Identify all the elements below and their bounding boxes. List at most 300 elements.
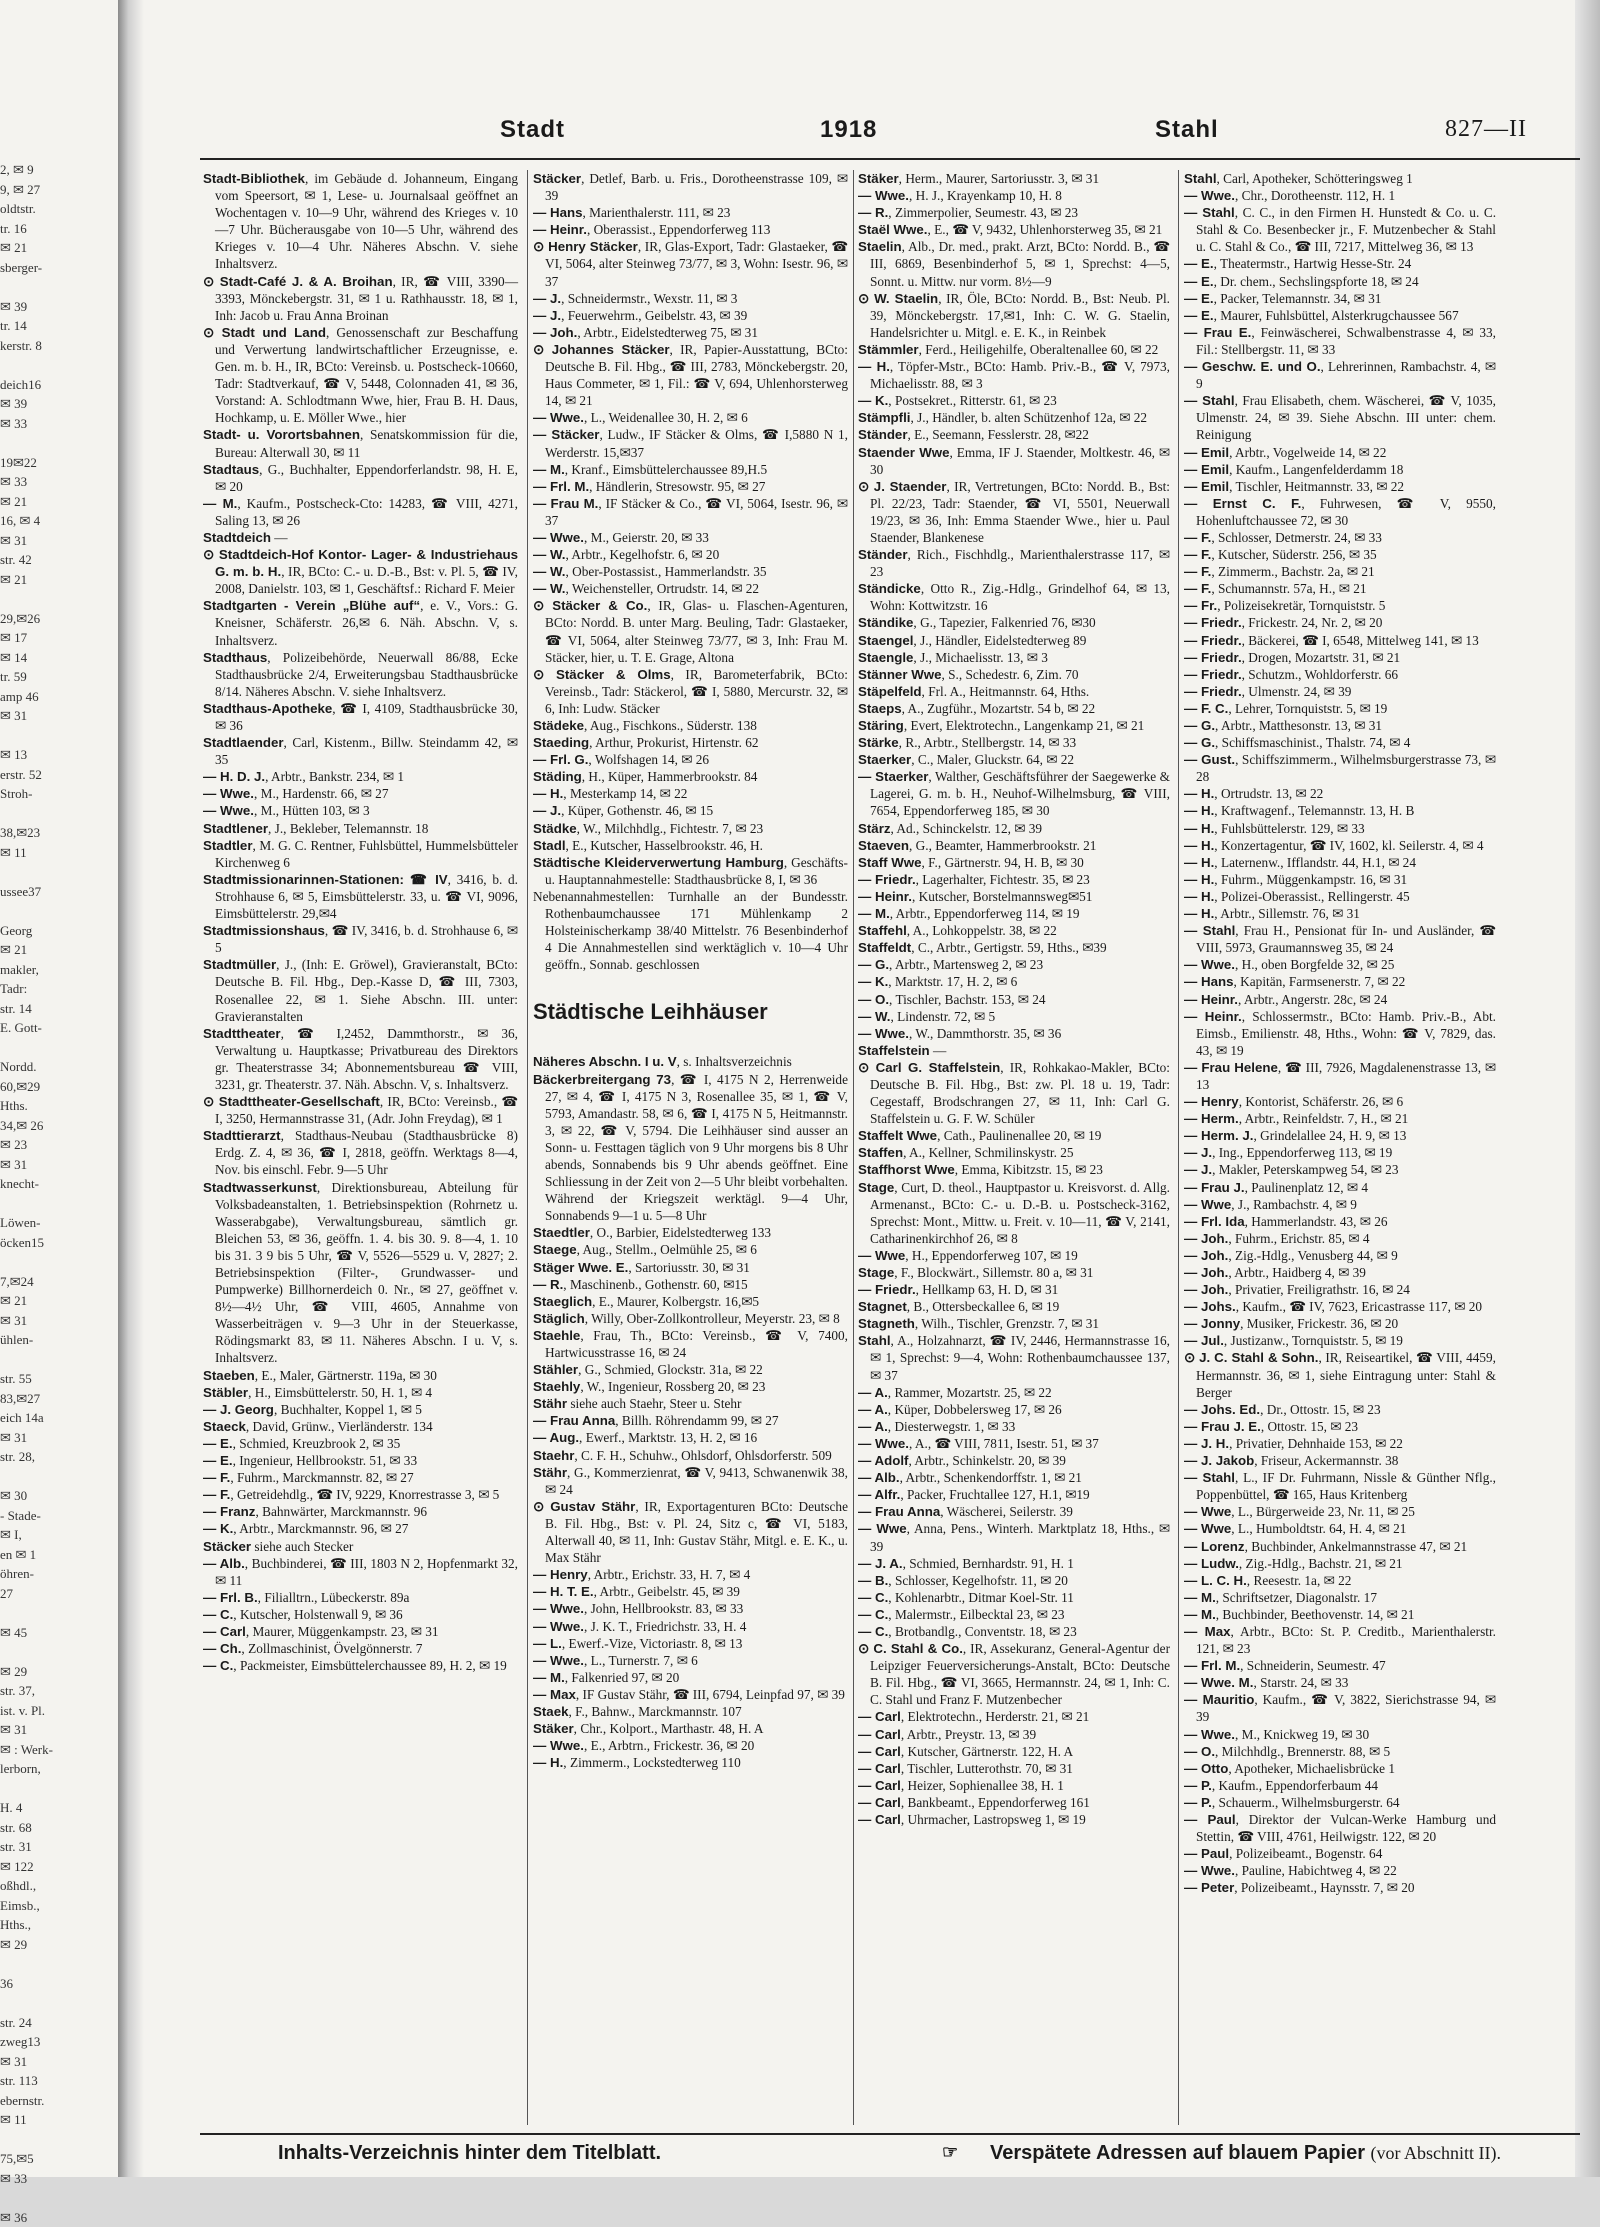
directory-entry: — Emil, Arbtr., Vogelweide 14, ✉ 22 xyxy=(1184,444,1496,461)
prev-page-fragment: ✉ 21 xyxy=(0,492,120,512)
entry-name: Stadtlener xyxy=(203,821,268,836)
entry-name: — H. xyxy=(1184,821,1214,836)
prev-page-fragment xyxy=(0,1038,120,1058)
entry-name: — Alb. xyxy=(858,1470,900,1485)
entry-name: Staffeldt xyxy=(858,940,911,955)
directory-entry: — H., Arbtr., Sillemstr. 76, ✉ 31 xyxy=(1184,905,1496,922)
entry-name: — O. xyxy=(858,992,889,1007)
entry-name: Staff Wwe xyxy=(858,855,922,870)
directory-entry: — Peter, Polizeibeamt., Haynsstr. 7, ✉ 20 xyxy=(1184,1879,1496,1896)
entry-name: — Wwe. xyxy=(533,1619,584,1634)
entry-name: — Wwe. xyxy=(533,410,584,425)
directory-entry: Stäker, Chr., Kolport., Marthastr. 48, H. A xyxy=(533,1720,848,1737)
directory-entry: — Carl, Tischler, Lutterothstr. 70, ✉ 31 xyxy=(858,1760,1170,1777)
directory-entry: — F., Fuhrm., Marckmannstr. 82, ✉ 27 xyxy=(203,1469,518,1486)
directory-entry: — H., Ortrudstr. 13, ✉ 22 xyxy=(1184,785,1496,802)
prev-page-fragment: 29,✉26 xyxy=(0,609,120,629)
prev-page-fragment: ✉ 45 xyxy=(0,1623,120,1643)
directory-entry: — Frl. M., Händlerin, Stresowstr. 95, ✉ 27 xyxy=(533,478,848,495)
footer-right xyxy=(990,2142,1501,2165)
directory-entry: — A., Küper, Dobbelersweg 17, ✉ 26 xyxy=(858,1401,1170,1418)
entry-name: ⊙ Stadt und Land xyxy=(203,325,326,340)
prev-page-fragment: Eimsb., xyxy=(0,1896,120,1916)
entry-name: — Geschw. E. und O. xyxy=(1184,359,1321,374)
directory-entry: — H., Laternenw., Ifflandstr. 44, H.1, ✉ 24 xyxy=(1184,854,1496,871)
entry-name: — E. xyxy=(1184,308,1214,323)
entry-name: — Stahl xyxy=(1184,1470,1235,1485)
entry-name: — Friedr. xyxy=(858,872,916,887)
prev-page-fragment xyxy=(0,2188,120,2208)
prev-page-fragment: 34,✉ 26 xyxy=(0,1116,120,1136)
entry-name: — F. xyxy=(203,1487,230,1502)
entry-name: Stadtwasserkunst xyxy=(203,1180,317,1195)
entry-name: — H. xyxy=(1184,889,1214,904)
entry-name: — Wwe. xyxy=(203,786,254,801)
directory-entry: — G., Arbtr., Matthesonstr. 13, ✉ 31 xyxy=(1184,717,1496,734)
directory-entry: — W., Arbtr., Kegelhofstr. 6, ✉ 20 xyxy=(533,546,848,563)
directory-entry: — Johs., Kaufm., ☎ IV, 7623, Ericastrasse 117, ✉ 20 xyxy=(1184,1298,1496,1315)
directory-entry: Stadt- u. Vorortsbahnen, Senatskommission für die, Bureau: Alterwall 30, ✉ 11 xyxy=(203,426,518,460)
entry-name: — Carl xyxy=(858,1727,901,1742)
directory-entry: — O., Tischler, Bachstr. 153, ✉ 24 xyxy=(858,991,1170,1008)
entry-name: — Frau Anna xyxy=(533,1413,615,1428)
prev-page-fragment xyxy=(0,1779,120,1799)
prev-page-fragment: ✉ : Werk- xyxy=(0,1740,120,1760)
directory-entry: — Carl, Maurer, Müggenkampstr. 23, ✉ 31 xyxy=(203,1623,518,1640)
prev-page-fragment: Hths. xyxy=(0,1096,120,1116)
entry-name: Stadtlaender xyxy=(203,735,284,750)
entry-name: — P. xyxy=(1184,1795,1212,1810)
directory-entry: Städtische Kleiderverwertung Hamburg, Geschäfts- u. Hauptannahmestelle: Stadthausbrücke 8, I, ✉ 36 xyxy=(533,854,848,888)
directory-entry: — Frau Anna, Wäscherei, Seilerstr. 39 xyxy=(858,1503,1170,1520)
directory-entry: Staelin, Alb., Dr. med., prakt. Arzt, BCto: Nordd. B., ☎ III, 6869, Besenbinderhof 5, ✉ 1, Sprechst: 4—5, Sonnt. u. Mittw. nur vorm. 8½—9 xyxy=(858,238,1170,289)
entry-name: Staehr xyxy=(533,1448,574,1463)
entry-name: — J. H. xyxy=(1184,1436,1229,1451)
directory-entry: — H., Kraftwagenf., Telemannstr. 13, H. B xyxy=(1184,802,1496,819)
directory-entry: Stärke, R., Arbtr., Stellbergstr. 14, ✉ 33 xyxy=(858,734,1170,751)
directory-entry: — M., Schriftsetzer, Diagonalstr. 17 xyxy=(1184,1589,1496,1606)
entry-name: Stadtgarten - Verein „Blühe auf“ xyxy=(203,598,420,613)
entry-name: Ständike xyxy=(858,615,913,630)
directory-entry: — Stäcker, Ludw., IF Stäcker & Olms, ☎ I,5880 N 1, Werderstr. 15,✉37 xyxy=(533,426,848,460)
entry-name: — H. xyxy=(533,786,563,801)
entry-name: Stahl xyxy=(1184,171,1217,186)
directory-entry: — J., Makler, Peterskampweg 54, ✉ 23 xyxy=(1184,1161,1496,1178)
entry-name: — H. xyxy=(1184,855,1214,870)
directory-entry: Stärz, Ad., Schinckelstr. 12, ✉ 39 xyxy=(858,820,1170,837)
entry-name: Ständicke xyxy=(858,581,921,596)
entry-name: — K. xyxy=(858,393,888,408)
prev-page-fragment: ✉ 31 xyxy=(0,1720,120,1740)
entry-name: — Hans xyxy=(533,205,583,220)
entry-name: Staffelt Wwe xyxy=(858,1128,937,1143)
prev-page-fragment xyxy=(0,726,120,746)
entry-name: — Frau E. xyxy=(1184,325,1251,340)
entry-name: Staerker xyxy=(858,752,911,767)
column-divider xyxy=(1178,170,1179,2125)
directory-entry: Nebenannahmestellen: Turnhalle an der Bundesstr. Rothenbaumchaussee 171 Mühlenkamp 2 Holsteinischerkamp 38/40 Mittelstr. 76 Besenbinderhof 4 Die Annahmestellen sind werktäglich v. 10—4 Uhr geöffn., Sonnab. geschlossen xyxy=(533,888,848,973)
entry-name: — H. xyxy=(1184,906,1214,921)
prev-page-fragment: tr. 59 xyxy=(0,667,120,687)
directory-entry: — Gust., Schiffszimmerm., Wilhelmsburgerstrasse 73, ✉ 28 xyxy=(1184,751,1496,785)
directory-entry: — C., Packmeister, Eimsbüttelerchaussee 89, H. 2, ✉ 19 xyxy=(203,1657,518,1674)
directory-entry: Stadtgarten - Verein „Blühe auf“, e. V., Vors.: G. Kneisner, Schäferstr. 26,✉ 6. Näh. Abschn. V, s. Inhaltsverz. xyxy=(203,597,518,648)
entry-name: — J. xyxy=(533,308,561,323)
directory-entry: — Paul, Direktor der Vulcan-Werke Hamburg und Stettin, ☎ VIII, 4761, Heilwigstr. 122, ✉ 20 xyxy=(1184,1811,1496,1845)
prev-page-fragment: ✉ 39 xyxy=(0,297,120,317)
prev-page-fragment: ✉ 39 xyxy=(0,394,120,414)
directory-entry: Stäker, Herm., Maurer, Sartoriusstr. 3, ✉ 31 xyxy=(858,170,1170,187)
prev-page-fragment: E. Gott- xyxy=(0,1018,120,1038)
directory-entry: ⊙ Johannes Stäcker, IR, Papier-Ausstattung, BCto: Deutsche B. Fil. Hbg., ☎ III, 2783, Mönckebergstr. 20, Haus Commeter, ✉ 1, Fil.: ☎ V, 694, Uhlenhorsterweg 14, ✉ 21 xyxy=(533,341,848,409)
prev-page-fragment: str. 68 xyxy=(0,1818,120,1838)
directory-entry: Stadttheater, ☎ I,2452, Dammthorstr., ✉ 36, Verwaltung u. Hauptkasse; Privatbureau des Direktors gr. Theaterstrasse 34; Abonnementsbureau ☎ VIII, 3231, gr. Theaterstr. 37. Näh. Abschn. V, s. Inhaltsverz. xyxy=(203,1025,518,1093)
entry-name: — Wwe xyxy=(858,1521,907,1536)
entry-name: — L. xyxy=(533,1636,562,1651)
entry-name: — Max xyxy=(1184,1624,1230,1639)
entry-name: — J. xyxy=(1184,1162,1212,1177)
directory-entry: ⊙ Stäcker & Co., IR, Glas- u. Flaschen-Agenturen, BCto: Nordd. B. unter Marg. Beuling, Tadr: Glastaeker, ☎ VI, 5064, alter Steinweg 73/77, ✉ 3, Inh: Frau M. Stäcker, hier, u. T. E. Grage, Altona xyxy=(533,597,848,665)
prev-page-fragment: ✉ 21 xyxy=(0,940,120,960)
entry-name: — Frl. M. xyxy=(533,479,589,494)
prev-page-fragment xyxy=(0,1350,120,1370)
entry-name: — R. xyxy=(533,1277,563,1292)
entry-name: Stähr xyxy=(533,1465,567,1480)
entry-name: Stäger Wwe. E. xyxy=(533,1260,628,1275)
directory-entry: — Friedr., Schutzm., Wohldorferstr. 66 xyxy=(1184,666,1496,683)
prev-page-fragment: Löwen- xyxy=(0,1213,120,1233)
entry-name: Staehly xyxy=(533,1379,580,1394)
directory-entry: Stadtlaender, Carl, Kistenm., Billw. Steindamm 42, ✉ 35 xyxy=(203,734,518,768)
entry-name: ⊙ Henry Stäcker xyxy=(533,239,638,254)
directory-entry: Stadtmissionshaus, ☎ IV, 3416, b. d. Strohhause 6, ✉ 5 xyxy=(203,922,518,956)
directory-entry: — Stahl, Frau Elisabeth, chem. Wäscherei, ☎ V, 1035, Ulmenstr. 24, ✉ 39. Siehe Abschn. III unter: chem. Reinigung xyxy=(1184,392,1496,443)
prev-page-fragment: 60,✉29 xyxy=(0,1077,120,1097)
directory-entry: — Heinr., Kutscher, Borstelmannsweg✉51 xyxy=(858,888,1170,905)
directory-entry: Stadl, E., Kutscher, Hasselbrookstr. 46, H. xyxy=(533,837,848,854)
directory-entry: — Lorenz, Buchbinder, Ankelmannstrasse 47, ✉ 21 xyxy=(1184,1538,1496,1555)
entry-name: Staeven xyxy=(858,838,909,853)
prev-page-fragment: ✉ I, xyxy=(0,1525,120,1545)
directory-entry: — Otto, Apotheker, Michaelisbrücke 1 xyxy=(1184,1760,1496,1777)
directory-entry: — Wwe, Anna, Pens., Winterh. Marktplatz 18, Hths., ✉ 39 xyxy=(858,1520,1170,1554)
entry-name: — M. xyxy=(1184,1607,1216,1622)
directory-entry: — Wwe., Chr., Dorotheenstr. 112, H. 1 xyxy=(1184,187,1496,204)
prev-page-fragment: kerstr. 8 xyxy=(0,336,120,356)
entry-name: Staedtler xyxy=(533,1225,590,1240)
directory-entry: ⊙ J. C. Stahl & Sohn., IR, Reiseartikel, ☎ VIII, 4459, Hermannstr. 36, ✉ 1, siehe Eintragung unter: Stahl & Berger xyxy=(1184,1349,1496,1400)
directory-entry: Stämmler, Ferd., Heiligehilfe, Oberaltenallee 60, ✉ 22 xyxy=(858,341,1170,358)
entry-name: ⊙ Stadtdeich-Hof Kontor- Lager- & Industriehaus G. m. b. H. xyxy=(203,547,518,579)
directory-entry: — J. A., Schmied, Bernhardstr. 91, H. 1 xyxy=(858,1555,1170,1572)
entry-name: — Staerker xyxy=(858,769,928,784)
entry-name: — Emil xyxy=(1184,479,1229,494)
directory-entry: — Wwe., M., Hütten 103, ✉ 3 xyxy=(203,802,518,819)
entry-name: — G. xyxy=(1184,735,1215,750)
prev-page-fragment: ✉ 17 xyxy=(0,628,120,648)
entry-name: — F. xyxy=(203,1470,230,1485)
directory-entry: — Wwe., M., Knickweg 19, ✉ 30 xyxy=(1184,1726,1496,1743)
entry-name: Staeck xyxy=(203,1419,246,1434)
entry-name: Stadtaus xyxy=(203,462,259,477)
prev-page-fragment: amp 46 xyxy=(0,687,120,707)
directory-entry: ⊙ Stadt-Café J. & A. Broihan, IR, ☎ VIII, 3390—3393, Mönckebergstr. 31, ✉ 1 u. Rathhausstr. 18, ✉ 1, Inh: Jacob u. Frau Anna Broinan xyxy=(203,273,518,324)
prev-page-fragment: ✉ 21 xyxy=(0,238,120,258)
entry-name: — F. xyxy=(1184,530,1211,545)
directory-entry: — Jul., Justizanw., Tornquiststr. 5, ✉ 19 xyxy=(1184,1332,1496,1349)
directory-entry: — J., Feuerwehrm., Geibelstr. 43, ✉ 39 xyxy=(533,307,848,324)
directory-entry: — Heinr., Schlossermstr., BCto: Hamb. Priv.-B., Abt. Eimsb., Emilienstr. 48, Hths., Wohn: ☎ V, 7829, das. 43, ✉ 19 xyxy=(1184,1008,1496,1059)
entry-name: Stadtdeich xyxy=(203,530,271,545)
directory-entry: — Herm. J., Grindelallee 24, H. 9, ✉ 13 xyxy=(1184,1127,1496,1144)
directory-entry: Stagneth, Wilh., Tischler, Grenzstr. 7, ✉ 31 xyxy=(858,1315,1170,1332)
directory-entry: ⊙ J. Staender, IR, Vertretungen, BCto: Nordd. B., Bst: Pl. 22/23, Tadr: Staender, ☎ VI, 5501, Neuerwall 19/23, ✉ 36, Inh: Emma Staender Wwe., hier u. Paul Staender, Blankenese xyxy=(858,478,1170,546)
directory-entry: — F., Kutscher, Süderstr. 256, ✉ 35 xyxy=(1184,546,1496,563)
entry-name: — M. xyxy=(203,496,237,511)
entry-name: — Peter xyxy=(1184,1880,1234,1895)
directory-entry: — Stahl, Frau H., Pensionat für In- und Ausländer, ☎ VIII, 5973, Graumannsweg 35, ✉ 24 xyxy=(1184,922,1496,956)
directory-entry: — Wwe., M., Hardenstr. 66, ✉ 27 xyxy=(203,785,518,802)
directory-entry: Stadthaus, Polizeibehörde, Neuerwall 86/88, Ecke Stadthausbrücke 2/4, Erweiterungsbau Stadthausbrücke 8/14. Näheres Abschn. V. siehe Inhaltsverz. xyxy=(203,649,518,700)
entry-name: — J. Georg xyxy=(203,1402,274,1417)
entry-name: Stäker xyxy=(533,1721,574,1736)
entry-name: — A. xyxy=(858,1385,888,1400)
prev-page-fragment xyxy=(0,1993,120,2013)
directory-entry: ⊙ Stadtdeich-Hof Kontor- Lager- & Industriehaus G. m. b. H., IR, BCto: C.- u. D.-B., Bst: v. Pl. 5, ☎ IV, 2008, Danielstr. 103, ✉ 1, Geschäftsf.: Richard F. Meier xyxy=(203,546,518,597)
directory-entry: — E., Dr. chem., Sechslingspforte 18, ✉ 24 xyxy=(1184,273,1496,290)
entry-name: Städing xyxy=(533,769,582,784)
entry-name: — L. C. H. xyxy=(1184,1573,1247,1588)
directory-entry: — Herm., Arbtr., Reinfeldstr. 7, H., ✉ 21 xyxy=(1184,1110,1496,1127)
directory-entry: ⊙ C. Stahl & Co., IR, Assekuranz, General-Agentur der Leipziger Feuerversicherungs-Anstalt, BCto: Deutsche B. Fil. Hbg., ☎ VI, 3665, Hermannstr. 24, ✉ 1, Inh: C. C. Stahl und Franz F. Mutzenbecher xyxy=(858,1640,1170,1708)
prev-page-fragment: 38,✉23 xyxy=(0,823,120,843)
directory-entry: — Frl. G., Wolfshagen 14, ✉ 26 xyxy=(533,751,848,768)
directory-entry: — H., Töpfer-Mstr., BCto: Hamb. Priv.-B., ☎ V, 7973, Michaelisstr. 88, ✉ 3 xyxy=(858,358,1170,392)
entry-name: — F. xyxy=(1184,581,1211,596)
prev-page-fragment: str. 55 xyxy=(0,1369,120,1389)
directory-entry: Staeben, E., Maler, Gärtnerstr. 119a, ✉ 30 xyxy=(203,1367,518,1384)
entry-name: Stadt- u. Vorortsbahnen xyxy=(203,427,360,442)
entry-name: — Wwe. xyxy=(1184,188,1235,203)
entry-name: Stäbler xyxy=(203,1385,248,1400)
entry-name: — Joh. xyxy=(1184,1265,1228,1280)
entry-name: — Wwe. xyxy=(858,1026,909,1041)
directory-entry: — Frau M., IF Stäcker & Co., ☎ VI, 5064, Isestr. 96, ✉ 37 xyxy=(533,495,848,529)
entry-name: — H. xyxy=(858,359,890,374)
prev-page-fragment: ✉ 31 xyxy=(0,2052,120,2072)
entry-name: — A. xyxy=(858,1402,888,1417)
directory-entry: — L., Ewerf.-Vize, Victoriastr. 8, ✉ 13 xyxy=(533,1635,848,1652)
entry-name: Stadthaus xyxy=(203,650,267,665)
directory-entry: — Carl, Heizer, Sophienallee 38, H. 1 xyxy=(858,1777,1170,1794)
entry-name: — Frl. M. xyxy=(1184,1658,1240,1673)
entry-name: Stähler xyxy=(533,1362,578,1377)
prev-page-fragment xyxy=(0,901,120,921)
directory-entry: — Wwe, H., Eppendorferweg 107, ✉ 19 xyxy=(858,1247,1170,1264)
entry-name: Stadtmüller xyxy=(203,957,276,972)
prev-page-fragment: 7,✉24 xyxy=(0,1272,120,1292)
footer-right-text: Verspätete Adressen auf blauem Papier xyxy=(990,2142,1365,2164)
entry-name: Stagneth xyxy=(858,1316,915,1331)
entry-name: — Stahl xyxy=(1184,923,1235,938)
entry-name: — Ernst C. F. xyxy=(1184,496,1301,511)
directory-entry: Stäbler, H., Eimsbüttelerstr. 50, H. 1, ✉ 4 xyxy=(203,1384,518,1401)
directory-entry: ⊙ Stadt und Land, Genossenschaft zur Beschaffung und Verwertung landwirtschaftlicher Erzeugnisse, e. Gen. m. b. H., IR, BCto: Vereinsb. u. Postscheck-10660, Tadr: Stadtverkauf, ☎ V, 5448, Colonnaden 41, ✉ 36, Vorstand: A. Schlodtmann Wwe, hier, Frau B. H. Daus, Hochkamp, u. E. Möller Wwe., hier xyxy=(203,324,518,427)
directory-entry: — E., Maurer, Fuhlsbüttel, Alsterkrugchaussee 567 xyxy=(1184,307,1496,324)
entry-name: — Wwe. xyxy=(858,1436,909,1451)
entry-name: — M. xyxy=(533,462,565,477)
directory-entry: Ständicke, Otto R., Zig.-Hdlg., Grindelhof 64, ✉ 13, Wohn: Kottwitzstr. 16 xyxy=(858,580,1170,614)
directory-entry: — G., Arbtr., Martensweg 2, ✉ 23 xyxy=(858,956,1170,973)
entry-name: — Wwe. xyxy=(533,1738,584,1753)
directory-entry: Ständer, Rich., Fischhdlg., Marienthalerstrasse 117, ✉ 23 xyxy=(858,546,1170,580)
entry-name: — E. xyxy=(1184,291,1214,306)
entry-name: — W. xyxy=(533,581,566,596)
entry-name: Stäker xyxy=(858,171,899,186)
directory-entry: — A., Diesterwegstr. 1, ✉ 33 xyxy=(858,1418,1170,1435)
prev-page-fragment: str. 28, xyxy=(0,1447,120,1467)
prev-page-fragment: Nordd. xyxy=(0,1057,120,1077)
entry-name: Stage xyxy=(858,1265,894,1280)
entry-name: Staege xyxy=(533,1242,577,1257)
entry-name: — J. xyxy=(533,803,561,818)
entry-name: — E. xyxy=(1184,274,1214,289)
entry-name: — Wwe. xyxy=(533,1653,584,1668)
entry-name: — Paul xyxy=(1184,1846,1229,1861)
directory-entry: Stage, Curt, D. theol., Hauptpastor u. Kreisvorst. d. Allg. Armenanst., BCto: C.- u. D.-B. u. Postscheck-3162, Sprechst: Mont., Mittw. u. Freit. v. 10—11, ☎ V, 2141, Catharinenkirchhof 26, ✉ 8 xyxy=(858,1179,1170,1247)
prev-page-fragment: 36 xyxy=(0,1974,120,1994)
entry-name: Stäglich xyxy=(533,1311,585,1326)
directory-entry: — G., Schiffsmaschinist., Thalstr. 74, ✉ 4 xyxy=(1184,734,1496,751)
entry-name: — Mauritio xyxy=(1184,1692,1254,1707)
entry-name: — Joh. xyxy=(1184,1231,1228,1246)
entry-name: Staeps xyxy=(858,701,902,716)
prev-page-fragment: oßhdl., xyxy=(0,1876,120,1896)
prev-page-fragment: 75,✉5 xyxy=(0,2149,120,2169)
entry-name: — H. T. E. xyxy=(533,1584,594,1599)
directory-entry: — Staerker, Walther, Geschäftsführer der Saegewerke & Lagerei, G. m. b. H., Neuhof-Wilhelmsburg, ☎ VIII, 7654, Eppendorferweg 185, ✉ 30 xyxy=(858,768,1170,819)
entry-name: — Herm. xyxy=(1184,1111,1239,1126)
prev-page-fragment: en ✉ 1 xyxy=(0,1545,120,1565)
prev-page-fragment: str. 31 xyxy=(0,1837,120,1857)
entry-name: — R. xyxy=(858,205,888,220)
directory-entry: ⊙ Gustav Stähr, IR, Exportagenturen BCto: Deutsche B. Fil. Hbg., Bst: v. Pl. 24, Sitz c, ☎ VI, 5183, Alterwall 40, ✉ 11, Inh: Gustav Stähr, Mitgl. e. E. K., u. Max Stähr xyxy=(533,1498,848,1566)
directory-entry: Stage, F., Blockwärt., Sillemstr. 80 a, ✉ 31 xyxy=(858,1264,1170,1281)
entry-name: — C. xyxy=(203,1658,233,1673)
directory-entry: Staehle, Frau, Th., BCto: Vereinsb., ☎ V, 7400, Hartwicusstrasse 16, ✉ 24 xyxy=(533,1327,848,1361)
directory-entry: Stähr, G., Kommerzienrat, ☎ V, 9413, Schwanenwik 38, ✉ 24 xyxy=(533,1464,848,1498)
directory-entry: ⊙ Carl G. Staffelstein, IR, Rohkakao-Makler, BCto: Deutsche B. Fil. Hbg., Bst: zw. Pl. 18 u. 19, Tadr: Cegestaff, Brodschrangen 27, ✉ 11, Inh: Carl G. Staffelstein u. G. F. W. Schüler xyxy=(858,1059,1170,1127)
entry-name: — Heinr. xyxy=(1184,992,1238,1007)
entry-name: — Wwe xyxy=(1184,1197,1231,1212)
directory-entry: — P., Schauerm., Wilhelmsburgerstr. 64 xyxy=(1184,1794,1496,1811)
entry-name: — H. xyxy=(1184,803,1214,818)
entry-name: Stagnet xyxy=(858,1299,907,1314)
entry-name: — Wwe. xyxy=(858,188,909,203)
directory-entry: — M., Falkenried 97, ✉ 20 xyxy=(533,1669,848,1686)
prev-page-fragment: ✉ 31 xyxy=(0,1311,120,1331)
column-4 xyxy=(1184,170,1496,2125)
entry-name: — Carl xyxy=(858,1778,901,1793)
prev-page-fragment: ist. v. Pl. xyxy=(0,1701,120,1721)
directory-entry: — R., Zimmerpolier, Seumestr. 43, ✉ 23 xyxy=(858,204,1170,221)
entry-name: Stahl xyxy=(858,1333,891,1348)
directory-entry: — P., Kaufm., Eppendorferbaum 44 xyxy=(1184,1777,1496,1794)
entry-name: — Frl. B. xyxy=(203,1590,258,1605)
prev-page-fragment: ✉ 23 xyxy=(0,1135,120,1155)
entry-name: — P. xyxy=(1184,1778,1212,1793)
directory-entry: Stäger Wwe. E., Sartoriusstr. 30, ✉ 31 xyxy=(533,1259,848,1276)
directory-entry: — J. Georg, Buchhalter, Koppel 1, ✉ 5 xyxy=(203,1401,518,1418)
prev-page-fragment: ✉ 11 xyxy=(0,843,120,863)
prev-page-fragment: ✉ 14 xyxy=(0,648,120,668)
entry-name: — F. xyxy=(1184,564,1211,579)
directory-entry: Stadtwasserkunst, Direktionsbureau, Abteilung für Volksbadeanstalten, 1. Betriebsinspektion (Rohrnetz u. Wasserabgabe), Verwaltungsbureau, sämtlich gr. Bleichen 53, ✉ 36, geöffn. 1. 4. bis 30. 9. 8—4, 1. 10 bis 31. 3 9 bis 5 Uhr, ☎ V, 5526—5529 u. V, 2827; 2. Betriebsinspektion (Filter-, Grundwasser- und Pumpwerke) Billhornerdeich 0. Nr., ✉ 27, geöffnet v. 8½—4½ Uhr, ☎ VIII, 4605, Annahme von Wasserbeiträgen v. 9—3 Uhr in der Steuerkasse, Rödingsmarkt 83, ✉ 11. Näheres Abschn. I u. V, s. Inhaltsverz. xyxy=(203,1179,518,1367)
prev-page-fragment: tr. 16 xyxy=(0,219,120,239)
directory-entry: — Wwe, L., Humboldtstr. 64, H. 4, ✉ 21 xyxy=(1184,1520,1496,1537)
prev-page-fragment: str. 24 xyxy=(0,2013,120,2033)
entry-name: — Jonny xyxy=(1184,1316,1240,1331)
footer-left: Inhalts-Verzeichnis hinter dem Titelblatt. xyxy=(278,2142,661,2165)
directory-entry: — M., Kranf., Eimsbüttelerchaussee 89,H.5 xyxy=(533,461,848,478)
directory-entry: ⊙ Henry Stäcker, IR, Glas-Export, Tadr: Glastaeker, ☎ VI, 5064, alter Steinweg 73/77, ✉ 3, Wohn: Isestr. 96, ✉ 37 xyxy=(533,238,848,289)
directory-entry: Stadtlener, J., Bekleber, Telemannstr. 18 xyxy=(203,820,518,837)
directory-entry: — Johs. Ed., Dr., Ottostr. 15, ✉ 23 xyxy=(1184,1401,1496,1418)
entry-name: Staengle xyxy=(858,650,913,665)
entry-name: Stähr xyxy=(533,1396,567,1411)
entry-name: — E. xyxy=(203,1436,233,1451)
directory-entry: — W., Ober-Postassist., Hammerlandstr. 35 xyxy=(533,563,848,580)
directory-entry: — W., Lindenstr. 72, ✉ 5 xyxy=(858,1008,1170,1025)
directory-entry: — O., Milchhdlg., Brennerstr. 88, ✉ 5 xyxy=(1184,1743,1496,1760)
entry-name: ⊙ Stadt-Café J. & A. Broihan xyxy=(203,274,393,289)
directory-entry: — F., Zimmerm., Bachstr. 2a, ✉ 21 xyxy=(1184,563,1496,580)
directory-entry: — Frl. B., Filialltrn., Lübeckerstr. 89a xyxy=(203,1589,518,1606)
entry-name: ⊙ J. Staender xyxy=(858,479,946,494)
prev-page-fragment: ✉ 30 xyxy=(0,1486,120,1506)
directory-entry: Staffen, A., Kellner, Schmilinskystr. 25 xyxy=(858,1144,1170,1161)
prev-page-fragment: zweg13 xyxy=(0,2032,120,2052)
entry-name: ⊙ Gustav Stähr xyxy=(533,1499,635,1514)
prev-page-fragment: makler, xyxy=(0,960,120,980)
entry-name: — K. xyxy=(203,1521,233,1536)
directory-entry: — B., Schlosser, Kegelhofstr. 11, ✉ 20 xyxy=(858,1572,1170,1589)
prev-page-fragment: 83,✉27 xyxy=(0,1389,120,1409)
entry-name: — Frl. Ida xyxy=(1184,1214,1245,1229)
column-2 xyxy=(533,170,848,2125)
entry-name: Staeglich xyxy=(533,1294,592,1309)
directory-entry: Staeven, G., Beamter, Hammerbrookstr. 21 xyxy=(858,837,1170,854)
directory-entry: — Wwe, J., Rambachstr. 4, ✉ 9 xyxy=(1184,1196,1496,1213)
entry-name: — Max xyxy=(533,1687,576,1702)
header-rule xyxy=(200,158,1580,160)
entry-name: — Wwe. xyxy=(203,803,254,818)
prev-page-fragment: 2, ✉ 9 xyxy=(0,160,120,180)
directory-entry: — Wwe., John, Hellbrookstr. 83, ✉ 33 xyxy=(533,1600,848,1617)
entry-name: Staeben xyxy=(203,1368,255,1383)
directory-entry: Stäcker, Detlef, Barb. u. Fris., Dorotheenstrasse 109, ✉ 39 xyxy=(533,170,848,204)
entry-name: — Wwe xyxy=(1184,1521,1231,1536)
directory-entry: — Frl. M., Schneiderin, Seumestr. 47 xyxy=(1184,1657,1496,1674)
directory-entry: — K., Marktstr. 17, H. 2, ✉ 6 xyxy=(858,973,1170,990)
prev-page-fragment: lerborn, xyxy=(0,1759,120,1779)
directory-entry: — Paul, Polizeibeamt., Bogenstr. 64 xyxy=(1184,1845,1496,1862)
entry-name: — Gust. xyxy=(1184,752,1235,767)
prev-page-fragment: ✉ 21 xyxy=(0,1291,120,1311)
directory-entry: — Fr., Polizeisekretär, Tornquiststr. 5 xyxy=(1184,597,1496,614)
entry-name: Stadttheater xyxy=(203,1026,281,1041)
entry-name: — W. xyxy=(858,1009,891,1024)
